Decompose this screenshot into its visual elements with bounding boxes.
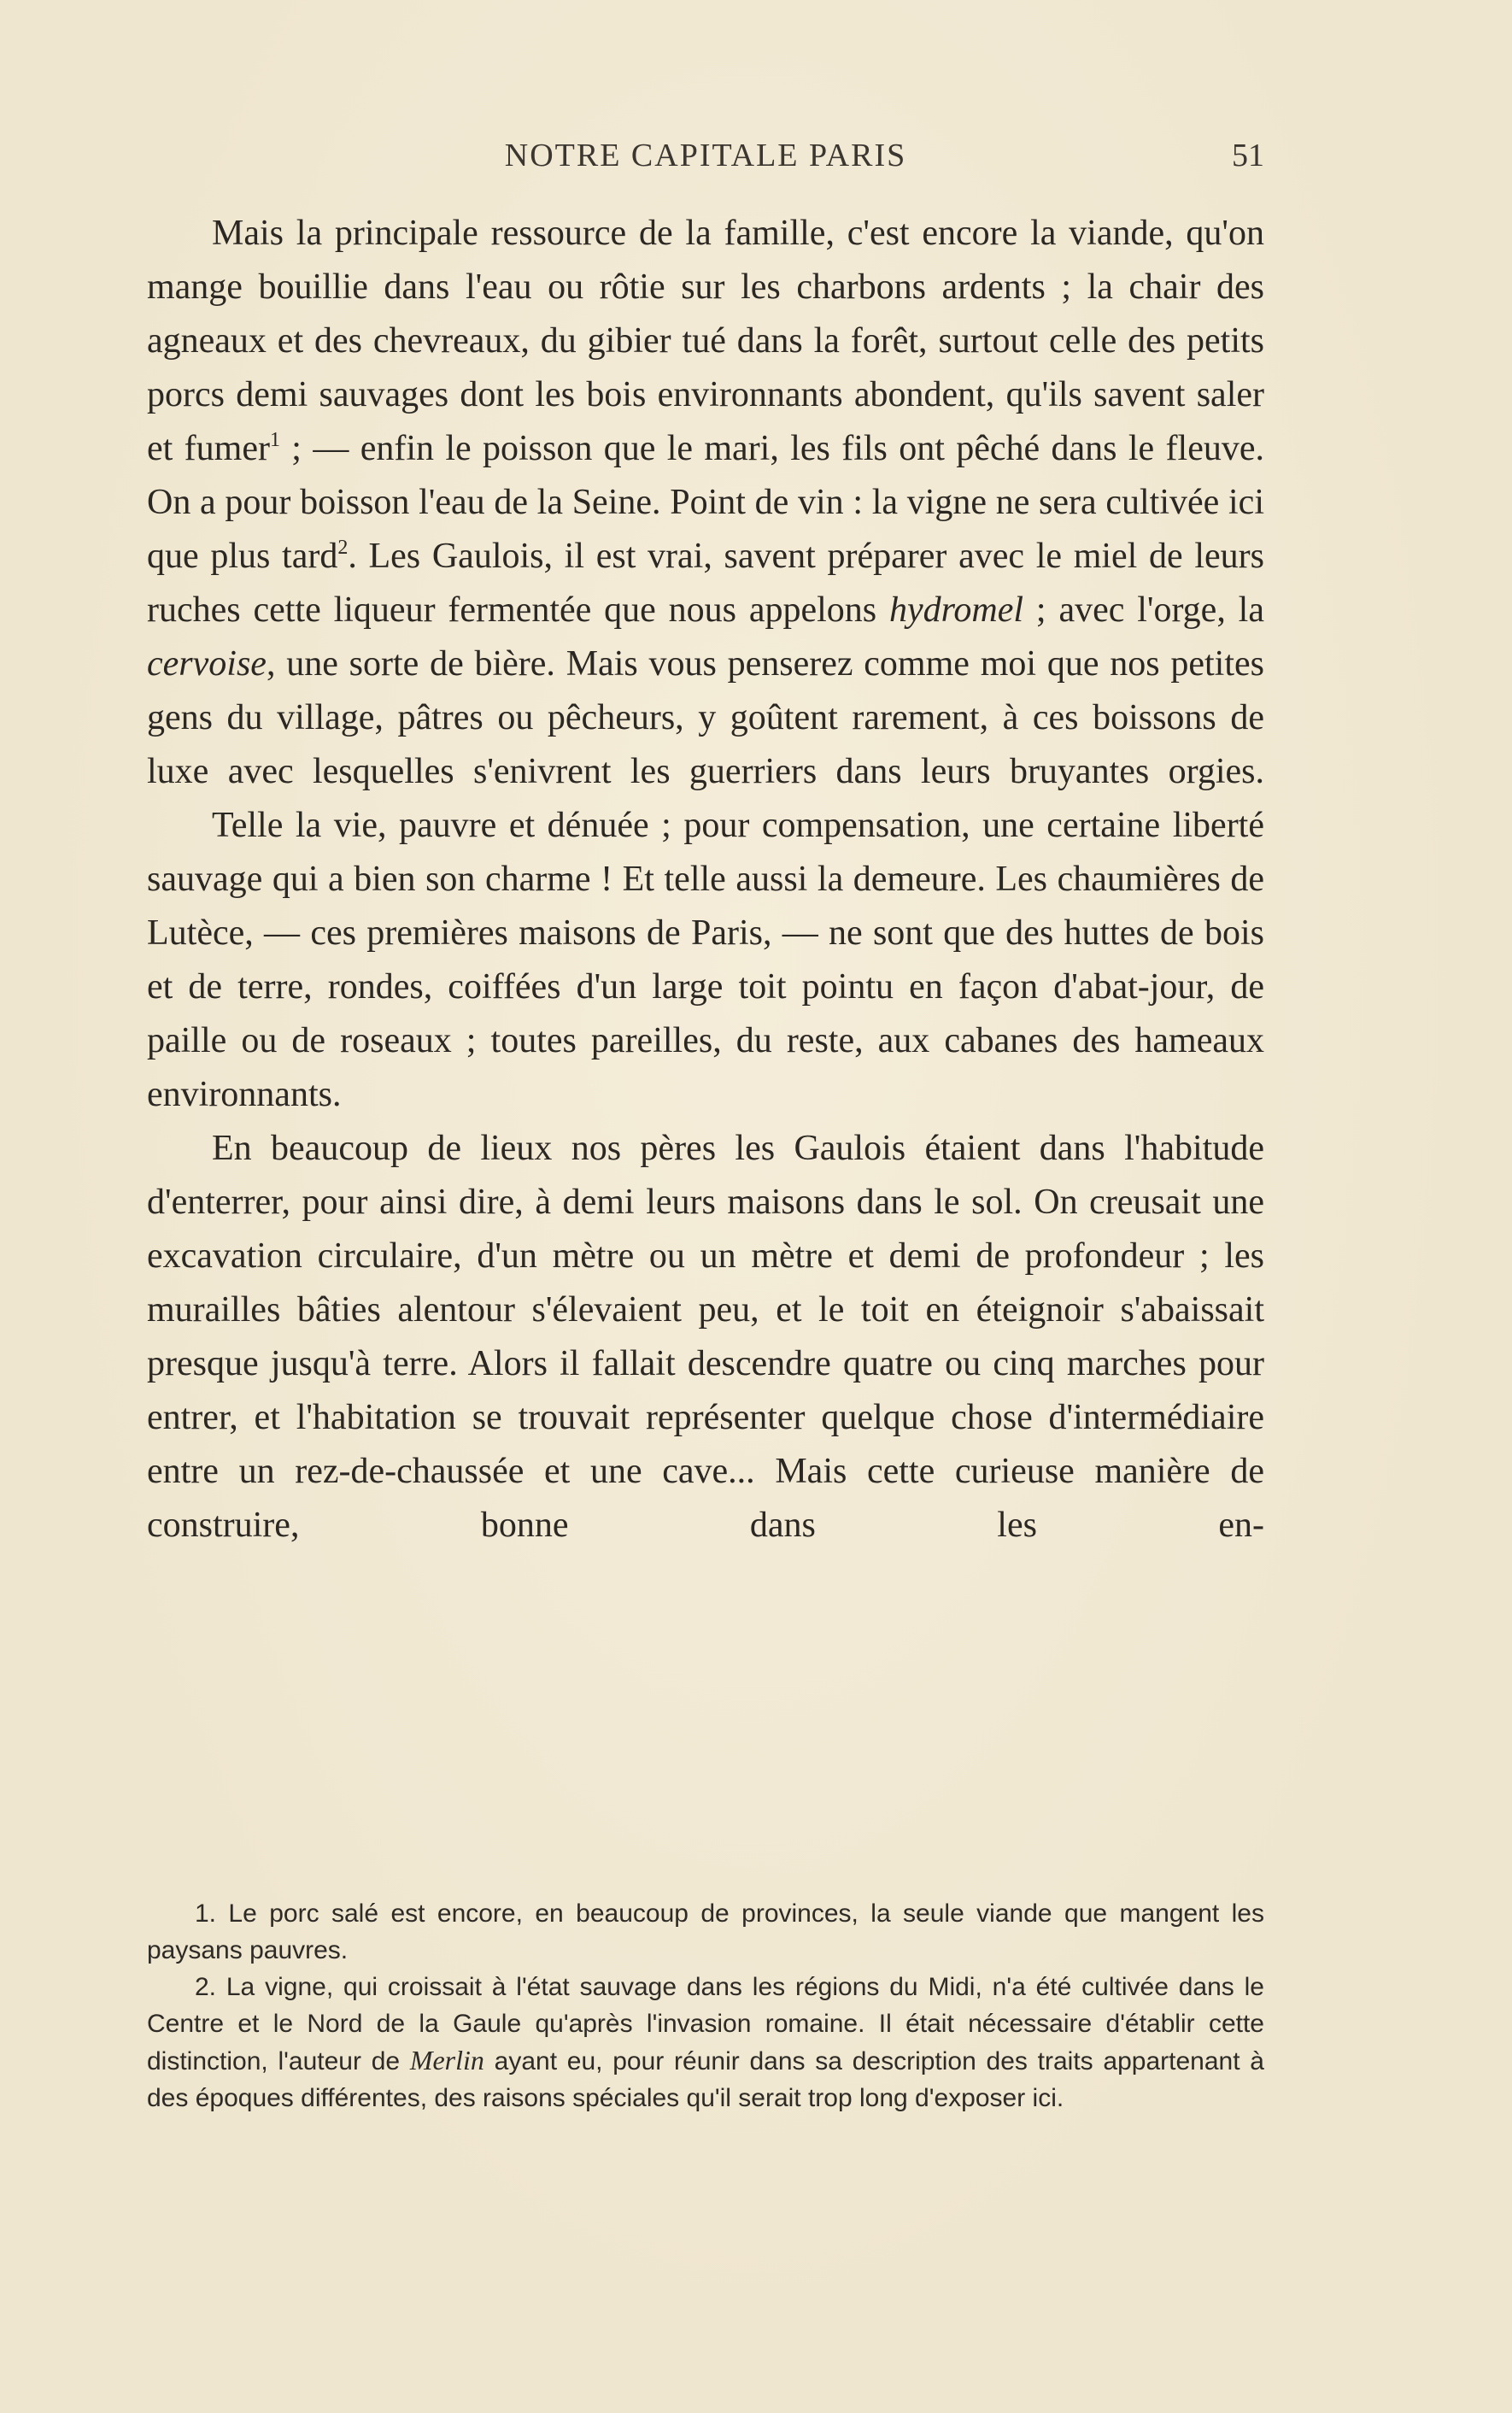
term-hydromel: hydromel <box>888 590 1024 630</box>
footnote-2 <box>147 1969 1264 2117</box>
paragraph-2: Telle la vie, pauvre et dénuée ; pour compensation, une certaine liberté sauvage qui a bien son charme ! Et telle aussi la demeure. Les chaumières de Lutèce, — ces premières maisons de Paris, — ne sont que des huttes de bois et de terre, rondes, coiffées d'un large toit pointu en façon d'abat-jour, de paille ou de roseaux ; toutes pareilles, du reste, aux cabanes des hameaux environnants. <box>147 806 1264 1114</box>
paragraph-1-part-e: , une sorte de bière. Mais vous penserez comme moi que nos petites gens du village, pâtres ou pêcheurs, y goûtent rarement, à ces boissons de luxe avec lesquelles s'enivrent les guerriers dans leurs bruyantes orgies. <box>147 644 1264 791</box>
footnotes <box>147 1895 1264 2117</box>
paragraph-1-part-b: ; — enfin le poisson que le mari, les fils ont pêché dans le fleuve. On a pour boisson l'eau de la Seine. Point de vin : la vigne ne sera cultivée ici que plus tard <box>147 429 1264 576</box>
paragraph-3: En beaucoup de lieux nos pères les Gaulois étaient dans l'habitude d'enterrer, pour ainsi dire, à demi leurs maisons dans le sol. On creusait une excavation circulaire, d'un mètre ou un mètre et demi de profondeur ; les murailles bâties alentour s'élevaient peu, et le toit en éteignoir s'abaissait presque jusqu'à terre. Alors il fallait descendre quatre ou cinq marches pour entrer, et l'habitation se trouvait représenter quelque chose d'intermédiaire entre un rez-de-chaussée et une cave... Mais cette curieuse manière de construire, bonne dans les en- <box>147 1129 1264 1545</box>
footnote-1: 1. Le porc salé est encore, en beaucoup de provinces, la seule viande que mangent les paysans pauvres. <box>147 1899 1264 1964</box>
paragraph-1-part-c: . Les Gaulois, il est vrai, savent préparer avec le miel de leurs ruches cette liqueur fermentée que nous appelons <box>147 537 1264 630</box>
paragraph-1 <box>147 207 1264 799</box>
work-title-merlin: Merlin <box>409 2045 484 2075</box>
footnote-ref-2: 2 <box>337 537 349 559</box>
term-cervoise: cervoise <box>147 644 267 684</box>
body-text <box>147 207 1264 1553</box>
footnote-2-part-a: 2. La vigne, qui croissait à l'état sauvage dans les régions du Midi, n'a été cultivée dans le Centre et le Nord de la Gaule qu'après l'invasion romaine. Il était nécessaire d'établir cette distinction, l'auteur de <box>147 1973 1264 2075</box>
page-number: 51 <box>1232 138 1264 173</box>
page-header <box>147 137 1264 183</box>
paragraph-1-part-a: Mais la principale ressource de la famille, c'est encore la viande, qu'on mange bouillie dans l'eau ou rôtie sur les charbons ardents ; la chair des agneaux et des chevreaux, du gibier tué dans la forêt, surtout celle des petits porcs demi sauvages dont les bois environnants abondent, qu'ils savent saler et fumer <box>147 214 1264 468</box>
running-title: NOTRE CAPITALE PARIS <box>504 138 907 173</box>
footnote-2-part-b: ayant eu, pour réunir dans sa description des traits appartenant à des époques différentes, des raisons spéciales qu'il serait trop long d'exposer ici. <box>147 2047 1264 2112</box>
footnote-ref-1: 1 <box>269 429 280 451</box>
paragraph-1-part-d: ; avec l'orge, la <box>1023 590 1264 630</box>
